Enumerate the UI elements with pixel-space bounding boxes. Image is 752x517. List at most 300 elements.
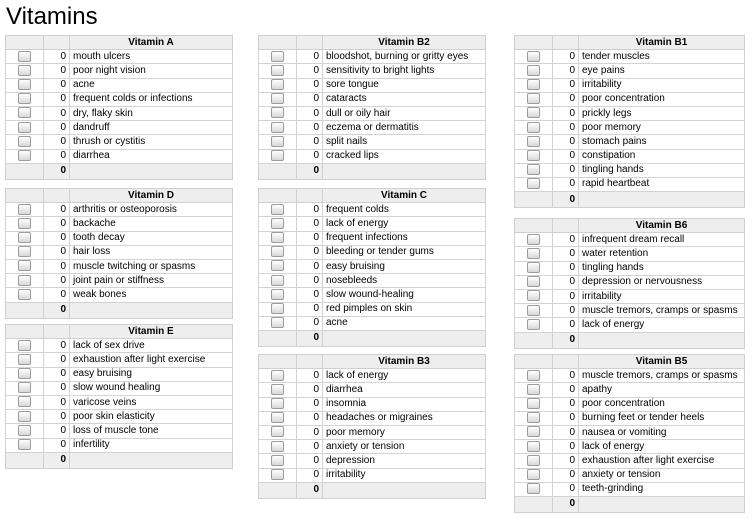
symptom-row [6,149,233,163]
symptom-checkbox[interactable] [527,107,540,118]
symptom-row [259,135,486,149]
checkbox-cell [259,468,297,482]
symptom-count: 0 [44,424,70,438]
checkbox-cell [515,454,553,468]
symptom-row [259,259,486,273]
symptom-count: 0 [553,261,579,275]
symptom-count: 0 [297,259,323,273]
symptom-row [6,410,233,424]
header-spacer [6,36,44,50]
symptom-row [259,121,486,135]
total-spacer [259,163,297,179]
table-header: Vitamin A [70,36,233,50]
symptom-label: sore tongue [323,78,486,92]
total-spacer [515,496,553,512]
symptom-label: muscle twitching or spasms [70,259,233,273]
checkbox-cell [515,397,553,411]
symptom-count: 0 [553,135,579,149]
symptom-label: poor memory [579,121,745,135]
vitamin-e-table [5,324,233,469]
symptom-checkbox[interactable] [527,455,540,466]
symptom-row [259,316,486,330]
symptom-label: lack of energy [579,318,745,332]
symptom-checkbox[interactable] [18,368,31,379]
symptom-row [259,411,486,425]
symptom-label: teeth-grinding [579,482,745,496]
checkbox-cell [515,468,553,482]
symptom-checkbox[interactable] [527,248,540,259]
symptom-checkbox[interactable] [18,382,31,393]
symptom-count: 0 [553,50,579,64]
checkbox-cell [259,302,297,316]
symptom-checkbox[interactable] [527,305,540,316]
symptom-row [6,64,233,78]
symptom-label: tingling hands [579,163,745,177]
symptom-checkbox[interactable] [527,234,540,245]
symptom-row [259,50,486,64]
symptom-checkbox[interactable] [271,51,284,62]
symptom-row [515,383,745,397]
symptom-label: bleeding or tender gums [323,245,486,259]
symptom-row [259,203,486,217]
total-spacer [259,330,297,346]
symptom-row [515,149,745,163]
symptom-checkbox[interactable] [271,398,284,409]
total-count: 0 [44,302,70,318]
symptom-row [259,468,486,482]
symptom-count: 0 [44,78,70,92]
symptom-label: rapid heartbeat [579,177,745,191]
symptom-count: 0 [553,149,579,163]
checkbox-cell [515,177,553,191]
symptom-count: 0 [297,316,323,330]
checkbox-cell [259,440,297,454]
symptom-count: 0 [297,411,323,425]
symptom-label: backache [70,217,233,231]
symptom-row [6,339,233,353]
symptom-checkbox[interactable] [271,426,284,437]
symptom-label: hair loss [70,245,233,259]
symptom-count: 0 [44,438,70,452]
symptom-row [515,304,745,318]
checkbox-cell [6,217,44,231]
symptom-checkbox[interactable] [18,93,31,104]
checkbox-cell [6,339,44,353]
symptom-row [515,233,745,247]
symptom-count: 0 [553,177,579,191]
symptom-row [259,440,486,454]
symptom-label: infrequent dream recall [579,233,745,247]
symptom-checkbox[interactable] [271,412,284,423]
symptom-count: 0 [297,425,323,439]
checkbox-cell [6,121,44,135]
symptom-checkbox[interactable] [527,398,540,409]
symptom-label: red pimples on skin [323,302,486,316]
checkbox-cell [6,78,44,92]
checkbox-cell [515,64,553,78]
symptom-count: 0 [44,259,70,273]
checkbox-cell [259,316,297,330]
checkbox-cell [515,318,553,332]
page-title: Vitamins [6,3,98,30]
symptom-label: dull or oily hair [323,106,486,120]
symptom-count: 0 [553,233,579,247]
symptom-checkbox[interactable] [271,93,284,104]
symptom-count: 0 [297,274,323,288]
symptom-row [259,383,486,397]
header-spacer [553,355,579,369]
checkbox-cell [6,92,44,106]
checkbox-cell [259,106,297,120]
symptom-checkbox[interactable] [18,275,31,286]
symptom-checkbox[interactable] [18,439,31,450]
total-spacer [323,330,486,346]
symptom-checkbox[interactable] [271,260,284,271]
symptom-count: 0 [44,395,70,409]
symptom-label: sensitivity to bright lights [323,64,486,78]
symptom-checkbox[interactable] [527,319,540,330]
symptom-label: joint pain or stiffness [70,274,233,288]
symptom-label: split nails [323,135,486,149]
checkbox-cell [259,288,297,302]
symptom-checkbox[interactable] [271,289,284,300]
total-spacer [579,332,745,348]
symptom-checkbox[interactable] [527,412,540,423]
checkbox-cell [259,64,297,78]
total-spacer [579,496,745,512]
symptom-checkbox[interactable] [527,262,540,273]
header-spacer [515,219,553,233]
symptom-count: 0 [297,302,323,316]
symptom-row [515,289,745,303]
checkbox-cell [515,149,553,163]
symptom-row [6,353,233,367]
symptom-row [6,203,233,217]
symptom-label: muscle tremors, cramps or spasms [579,369,745,383]
symptom-label: eye pains [579,64,745,78]
symptom-row [515,50,745,64]
symptom-checkbox[interactable] [527,79,540,90]
symptom-count: 0 [44,274,70,288]
vitamin-d-table [5,188,233,319]
symptom-checkbox[interactable] [527,93,540,104]
symptom-count: 0 [297,203,323,217]
symptom-checkbox[interactable] [18,65,31,76]
symptom-row [6,367,233,381]
total-row [6,163,233,179]
symptom-checkbox[interactable] [527,276,540,287]
symptom-row [515,425,745,439]
symptom-checkbox[interactable] [271,218,284,229]
symptom-count: 0 [297,64,323,78]
symptom-checkbox[interactable] [271,469,284,480]
total-spacer [323,163,486,179]
symptom-count: 0 [297,78,323,92]
symptom-checkbox[interactable] [271,136,284,147]
checkbox-cell [515,482,553,496]
total-spacer [70,302,233,318]
symptom-count: 0 [553,440,579,454]
symptom-row [259,288,486,302]
symptom-label: muscle tremors, cramps or spasms [579,304,745,318]
checkbox-cell [515,289,553,303]
total-row [259,330,486,346]
symptom-row [515,261,745,275]
symptom-checkbox[interactable] [271,275,284,286]
symptom-row [259,369,486,383]
total-spacer [515,192,553,208]
symptom-checkbox[interactable] [18,218,31,229]
symptom-count: 0 [297,121,323,135]
table-header: Vitamin E [70,325,233,339]
checkbox-cell [515,121,553,135]
symptom-checkbox[interactable] [271,150,284,161]
symptom-row [515,275,745,289]
symptom-label: tingling hands [579,261,745,275]
symptom-row [6,245,233,259]
symptom-row [6,288,233,302]
symptom-row [259,231,486,245]
symptom-label: nosebleeds [323,274,486,288]
symptom-checkbox[interactable] [271,303,284,314]
total-spacer [515,332,553,348]
symptom-label: irritability [323,468,486,482]
checkbox-cell [6,106,44,120]
header-spacer [259,355,297,369]
symptom-count: 0 [297,106,323,120]
symptom-count: 0 [44,50,70,64]
symptom-label: exhaustion after light exercise [579,454,745,468]
vitamin-c-table [258,188,486,347]
symptom-count: 0 [297,383,323,397]
header-spacer [515,355,553,369]
symptom-label: acne [323,316,486,330]
symptom-label: eczema or dermatitis [323,121,486,135]
table-header: Vitamin B5 [579,355,745,369]
total-spacer [259,482,297,498]
symptom-count: 0 [553,411,579,425]
checkbox-cell [515,411,553,425]
symptom-row [515,411,745,425]
symptom-checkbox[interactable] [18,260,31,271]
symptom-checkbox[interactable] [18,136,31,147]
symptom-label: anxiety or tension [323,440,486,454]
vitamin-b1-table [514,35,745,208]
symptom-count: 0 [297,397,323,411]
symptom-row [259,92,486,106]
symptom-label: poor memory [323,425,486,439]
total-row [515,192,745,208]
symptom-row [6,50,233,64]
header-spacer [6,189,44,203]
header-spacer [553,36,579,50]
symptom-checkbox[interactable] [527,426,540,437]
header-spacer [6,325,44,339]
symptom-checkbox[interactable] [527,370,540,381]
symptom-row [259,302,486,316]
symptom-checkbox[interactable] [271,107,284,118]
checkbox-cell [259,397,297,411]
checkbox-cell [259,454,297,468]
symptom-checkbox[interactable] [527,290,540,301]
symptom-row [6,274,233,288]
checkbox-cell [259,78,297,92]
symptom-count: 0 [44,135,70,149]
symptom-checkbox[interactable] [271,204,284,215]
symptom-row [515,106,745,120]
symptom-label: insomnia [323,397,486,411]
symptom-count: 0 [553,383,579,397]
checkbox-cell [6,410,44,424]
header-spacer [259,36,297,50]
symptom-checkbox[interactable] [271,441,284,452]
symptom-count: 0 [297,288,323,302]
symptom-label: lack of energy [323,217,486,231]
checkbox-cell [6,438,44,452]
symptom-checkbox[interactable] [527,150,540,161]
symptom-checkbox[interactable] [527,441,540,452]
checkbox-cell [259,203,297,217]
symptom-count: 0 [44,231,70,245]
checkbox-cell [515,135,553,149]
total-spacer [6,452,44,468]
header-spacer [297,36,323,50]
symptom-checkbox[interactable] [527,384,540,395]
symptom-checkbox[interactable] [271,246,284,257]
total-count: 0 [44,452,70,468]
checkbox-cell [6,259,44,273]
checkbox-cell [6,135,44,149]
symptom-checkbox[interactable] [527,51,540,62]
total-row [6,302,233,318]
symptom-count: 0 [297,454,323,468]
symptom-label: bloodshot, burning or gritty eyes [323,50,486,64]
symptom-row [515,454,745,468]
symptom-label: frequent infections [323,231,486,245]
symptom-row [515,163,745,177]
symptom-checkbox[interactable] [18,150,31,161]
symptom-checkbox[interactable] [18,107,31,118]
checkbox-cell [515,247,553,261]
checkbox-cell [515,383,553,397]
table-header: Vitamin D [70,189,233,203]
symptom-checkbox[interactable] [18,289,31,300]
symptom-row [259,106,486,120]
symptom-checkbox[interactable] [18,232,31,243]
symptom-label: frequent colds [323,203,486,217]
symptom-checkbox[interactable] [18,246,31,257]
symptom-count: 0 [553,454,579,468]
header-spacer [553,219,579,233]
symptom-label: lack of sex drive [70,339,233,353]
checkbox-cell [515,163,553,177]
header-spacer [515,36,553,50]
symptom-label: weak bones [70,288,233,302]
symptom-checkbox[interactable] [18,204,31,215]
total-spacer [70,452,233,468]
symptom-checkbox[interactable] [18,340,31,351]
checkbox-cell [6,367,44,381]
checkbox-cell [6,381,44,395]
symptom-label: exhaustion after light exercise [70,353,233,367]
symptom-checkbox[interactable] [527,136,540,147]
symptom-count: 0 [44,203,70,217]
checkbox-cell [259,383,297,397]
symptom-checkbox[interactable] [271,122,284,133]
symptom-checkbox[interactable] [18,425,31,436]
symptom-row [259,425,486,439]
symptom-label: frequent colds or infections [70,92,233,106]
symptom-label: prickly legs [579,106,745,120]
symptom-checkbox[interactable] [271,79,284,90]
symptom-checkbox[interactable] [527,178,540,189]
symptom-row [6,395,233,409]
symptom-row [515,92,745,106]
symptom-checkbox[interactable] [527,65,540,76]
symptom-row [515,440,745,454]
symptom-count: 0 [553,468,579,482]
symptom-checkbox[interactable] [527,469,540,480]
symptom-checkbox[interactable] [271,232,284,243]
symptom-label: poor concentration [579,92,745,106]
total-row [515,496,745,512]
symptom-label: irritability [579,289,745,303]
symptom-checkbox[interactable] [271,317,284,328]
symptom-checkbox[interactable] [18,122,31,133]
total-count: 0 [553,332,579,348]
symptom-checkbox[interactable] [527,122,540,133]
symptom-label: cataracts [323,92,486,106]
symptom-checkbox[interactable] [271,384,284,395]
symptom-label: water retention [579,247,745,261]
symptom-count: 0 [553,289,579,303]
checkbox-cell [259,149,297,163]
symptom-checkbox[interactable] [18,411,31,422]
symptom-checkbox[interactable] [271,370,284,381]
total-spacer [6,163,44,179]
total-spacer [6,302,44,318]
symptom-count: 0 [553,106,579,120]
checkbox-cell [6,274,44,288]
symptom-checkbox[interactable] [527,483,540,494]
header-spacer [44,325,70,339]
checkbox-cell [515,440,553,454]
symptom-checkbox[interactable] [271,455,284,466]
symptom-row [259,64,486,78]
symptom-count: 0 [297,135,323,149]
symptom-label: burning feet or tender heels [579,411,745,425]
symptom-checkbox[interactable] [527,164,540,175]
symptom-row [515,318,745,332]
total-row [259,163,486,179]
symptom-label: tender muscles [579,50,745,64]
symptom-checkbox[interactable] [271,65,284,76]
symptom-checkbox[interactable] [18,396,31,407]
symptom-label: thrush or cystitis [70,135,233,149]
symptom-row [515,468,745,482]
symptom-count: 0 [44,381,70,395]
symptom-count: 0 [553,78,579,92]
symptom-checkbox[interactable] [18,79,31,90]
checkbox-cell [259,411,297,425]
symptom-count: 0 [297,369,323,383]
symptom-count: 0 [553,369,579,383]
symptom-checkbox[interactable] [18,51,31,62]
symptom-checkbox[interactable] [18,354,31,365]
symptom-label: tooth decay [70,231,233,245]
checkbox-cell [6,203,44,217]
symptom-label: poor night vision [70,64,233,78]
